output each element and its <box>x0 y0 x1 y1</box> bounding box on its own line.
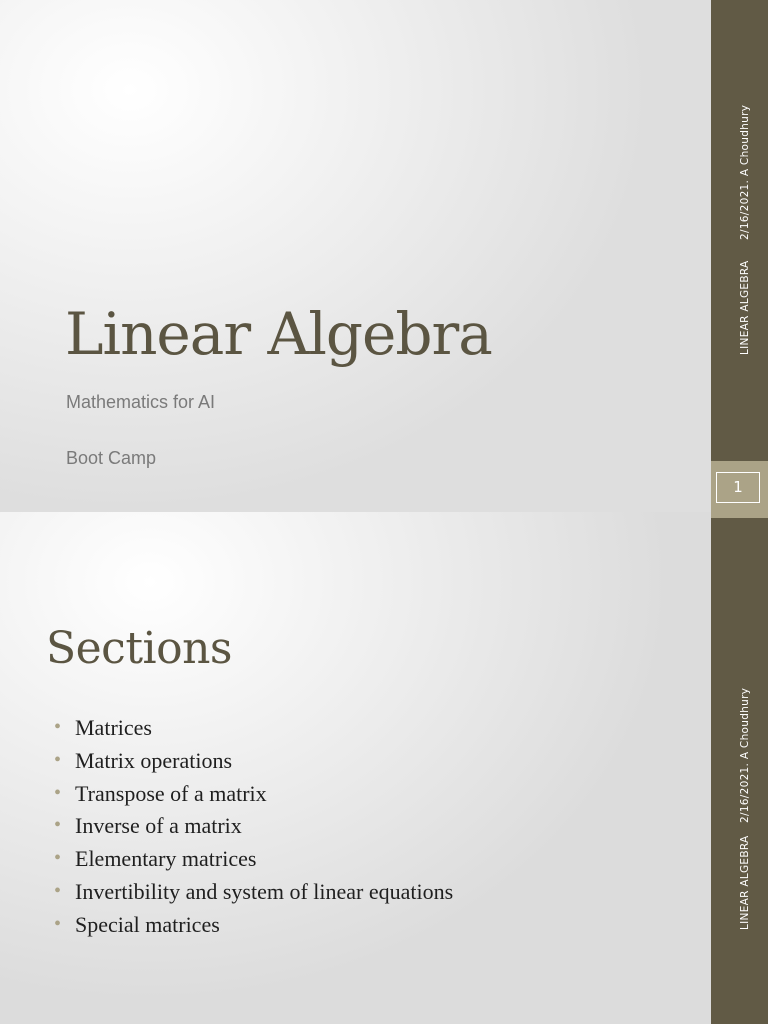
list-item: • Inverse of a matrix <box>54 812 453 845</box>
list-item: • Special matrices <box>54 911 453 944</box>
slide-title: Linear Algebra <box>65 300 492 368</box>
footer-meta-text: 2/16/2021. A Choudhury <box>739 104 751 240</box>
subtitle-line-2: Boot Camp <box>66 448 157 468</box>
footer-meta-text: 2/16/2021. A Choudhury <box>739 687 751 823</box>
sections-heading: Sections <box>46 623 232 674</box>
slide-sidebar <box>711 512 768 1024</box>
footer-title-text: LINEAR ALGEBRA <box>739 260 751 355</box>
slide-sidebar <box>711 0 768 461</box>
footer-title-text: LINEAR ALGEBRA <box>739 835 751 930</box>
list-item: • Elementary matrices <box>54 845 453 878</box>
sections-list <box>54 714 453 944</box>
slide-2 <box>0 512 768 1024</box>
slide-number-band <box>711 461 768 518</box>
slide-number: 1 <box>716 472 760 503</box>
slide-background <box>0 0 711 512</box>
list-item: • Matrix operations <box>54 747 453 780</box>
list-item: • Transpose of a matrix <box>54 780 453 813</box>
list-item: • Invertibility and system of linear equations <box>54 878 453 911</box>
list-item: • Matrices <box>54 714 453 747</box>
subtitle-line-1: Mathematics for AI <box>66 392 216 412</box>
